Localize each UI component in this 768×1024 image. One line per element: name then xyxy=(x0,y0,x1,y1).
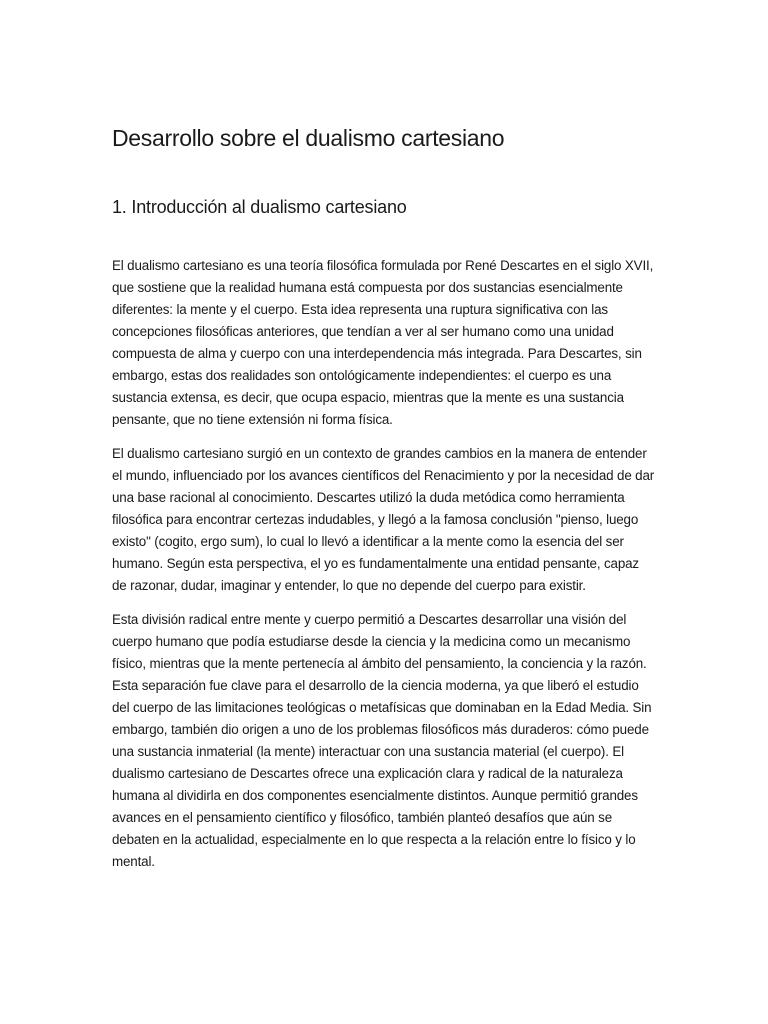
section-heading: 1. Introducción al dualismo cartesiano xyxy=(112,197,407,217)
paragraph-1: El dualismo cartesiano es una teoría filosófica formulada por René Descartes en el siglo XVII, que sostiene que la realidad humana está compuesta por dos sustancias esencialmente diferentes: la mente y el cuerpo. Esta idea representa una ruptura significativa con las concepciones filosóficas anteriores, que tendían a ver al ser humano como una unidad compuesta de alma y cuerpo con una interdependencia más integrada. Para Descartes, sin embargo, estas dos realidades son ontológicamente independientes: el cuerpo es una sustancia extensa, es decir, que ocupa espacio, mientras que la mente es una sustancia pensante, que no tiene extensión ni forma física. xyxy=(112,258,654,427)
document-page xyxy=(112,118,656,885)
document-title: Desarrollo sobre el dualismo cartesiano xyxy=(112,125,505,151)
paragraph-3: Esta división radical entre mente y cuerpo permitió a Descartes desarrollar una visión del cuerpo humano que podía estudiarse desde la ciencia y la medicina como un mecanismo físico, mientras que la mente pertenecía al ámbito del pensamiento, la conciencia y la razón. Esta separación fue clave para el desarrollo de la ciencia moderna, ya que liberó el estudio del cuerpo de las limitaciones teológicas o metafísicas que dominaban en la Edad Media. Sin embargo, también dio origen a uno de los problemas filosóficos más duraderos: cómo puede una sustancia inmaterial (la mente) interactuar con una sustancia material (el cuerpo). El dualismo cartesiano de Descartes ofrece una explicación clara y radical de la naturaleza humana al dividirla en dos componentes esencialmente distintos. Aunque permitió grandes avances en el pensamiento científico y filosófico, también planteó desafíos que aún se debaten en la actualidad, especialmente en lo que respecta a la relación entre lo físico y lo mental. xyxy=(112,612,652,869)
paragraph-2: El dualismo cartesiano surgió en un contexto de grandes cambios en la manera de entender el mundo, influenciado por los avances científicos del Renacimiento y por la necesidad de dar una base racional al conocimiento. Descartes utilizó la duda metódica como herramienta filosófica para encontrar certezas indudables, y llegó a la famosa conclusión "pienso, luego existo" (cogito, ergo sum), lo cual lo llevó a identificar a la mente como la esencia del ser humano. Según esta perspectiva, el yo es fundamentalmente una entidad pensante, capaz de razonar, dudar, imaginar y entender, lo que no depende del cuerpo para existir. xyxy=(112,446,655,593)
